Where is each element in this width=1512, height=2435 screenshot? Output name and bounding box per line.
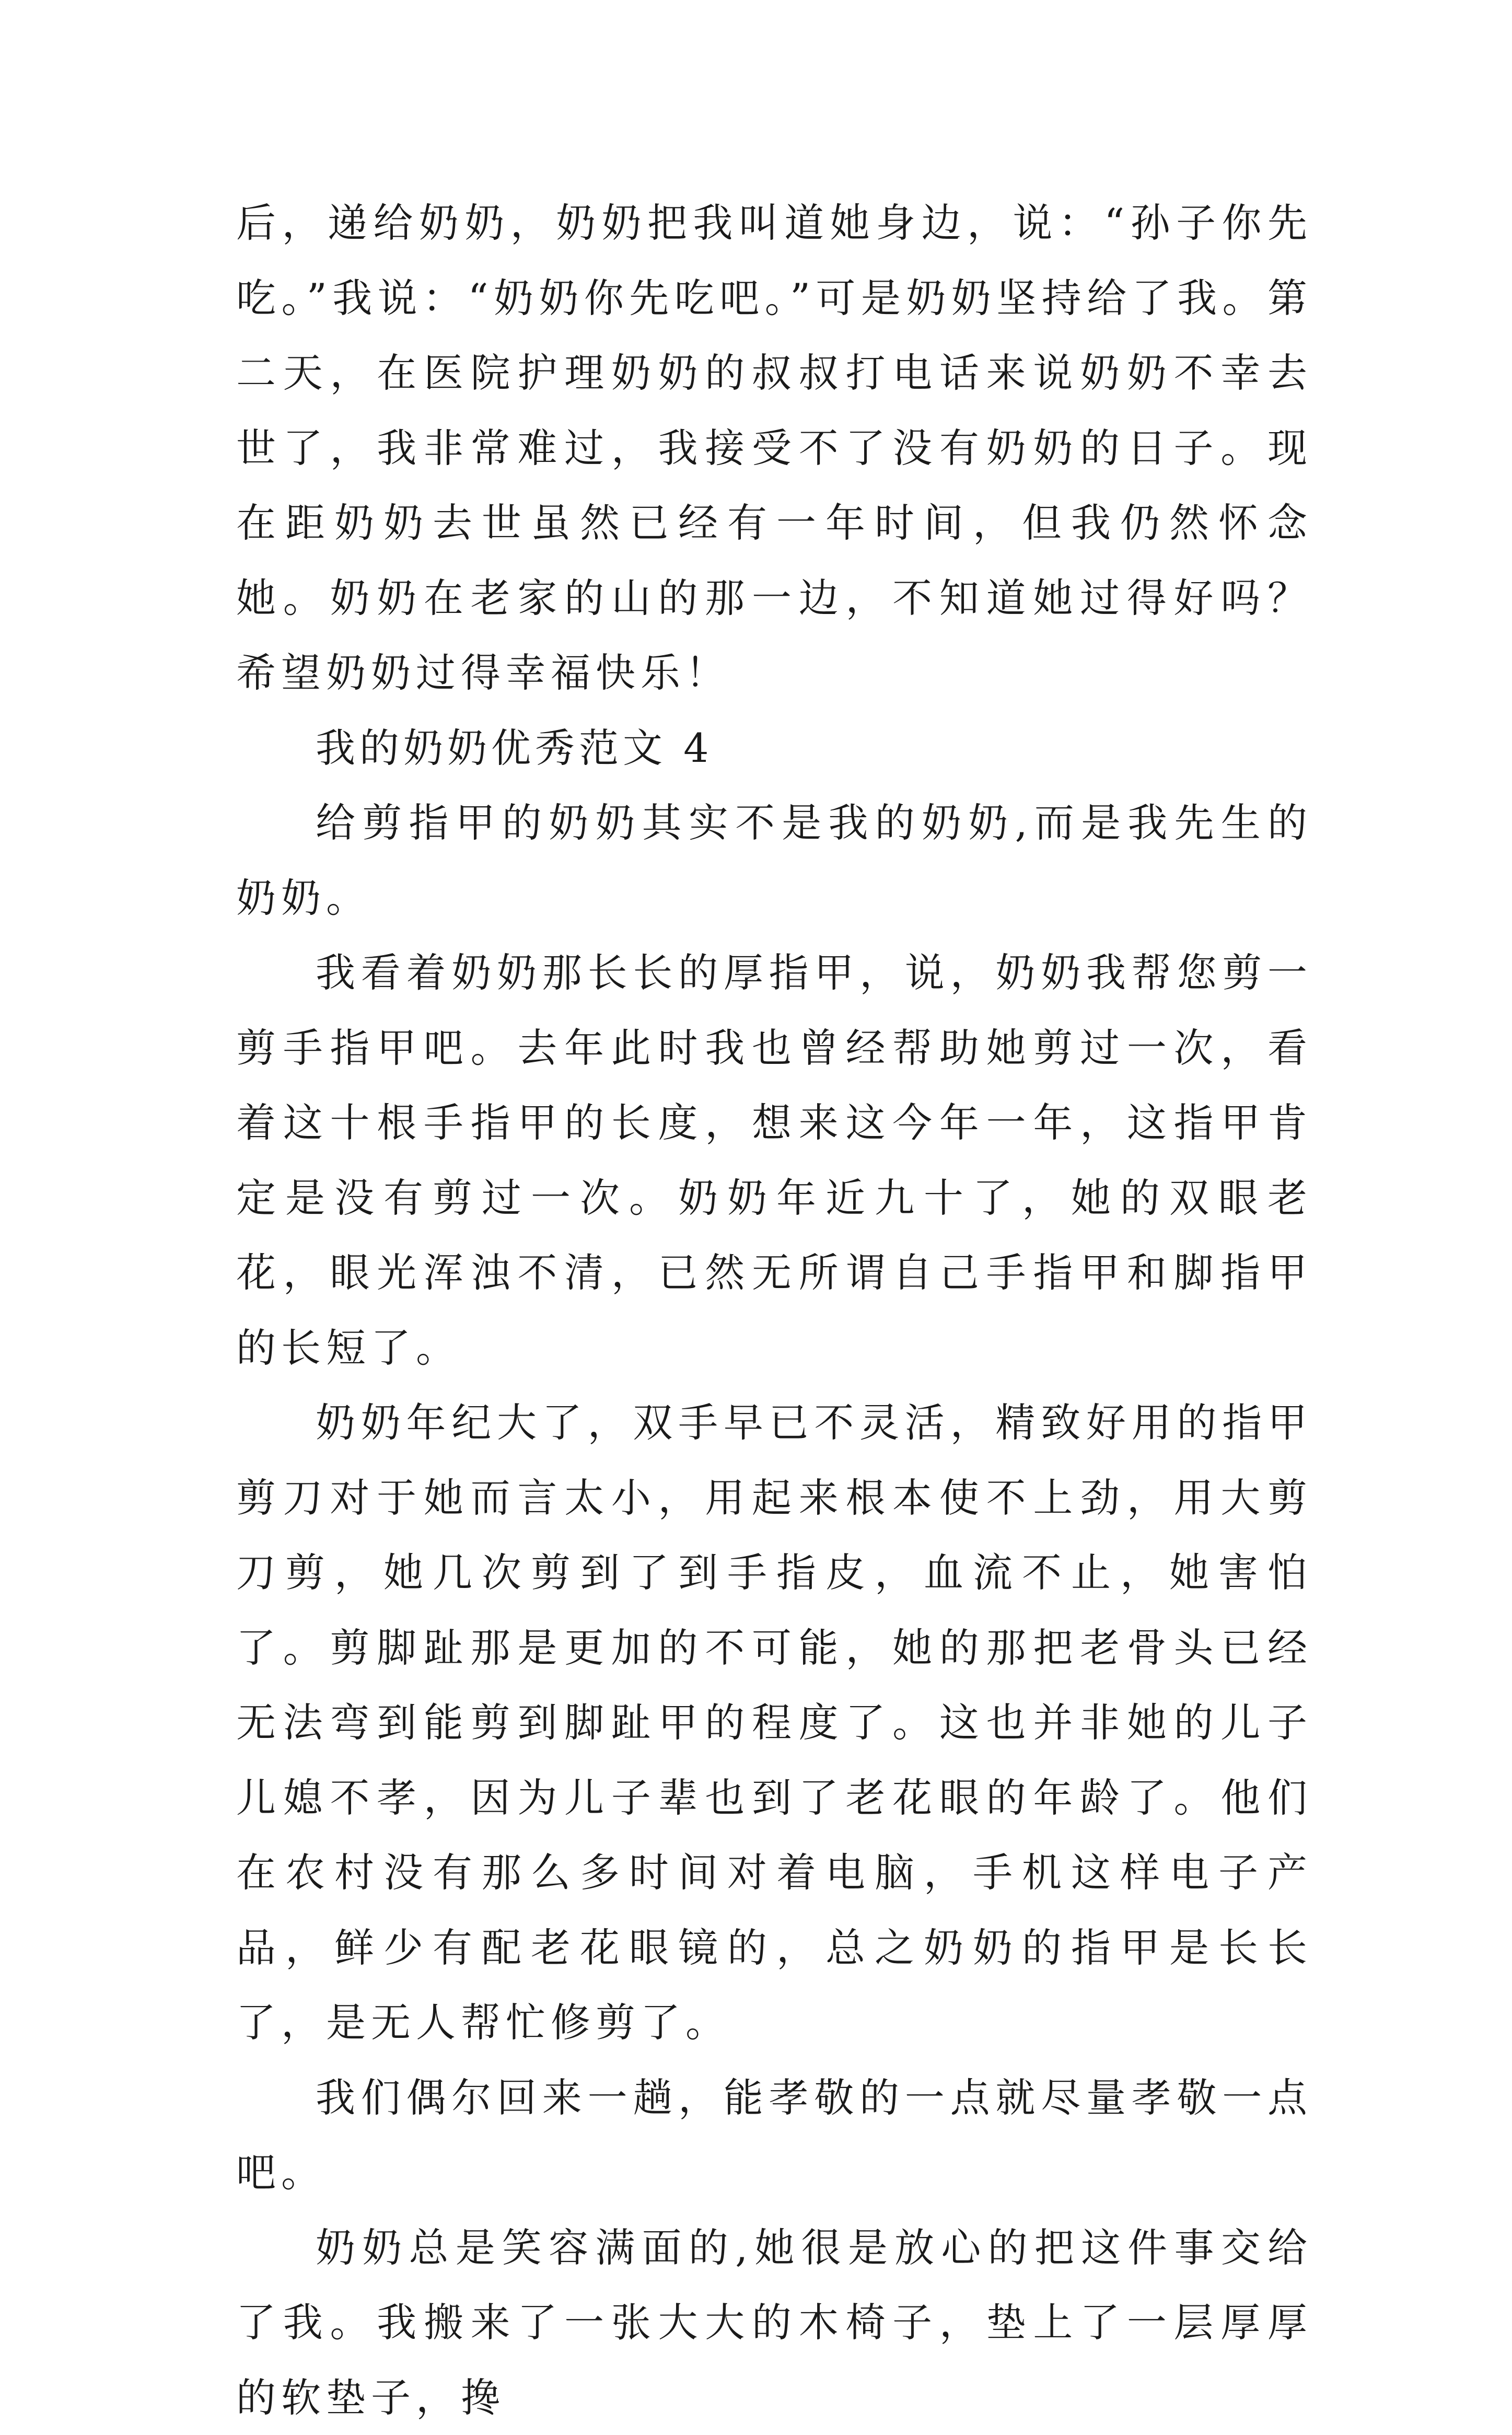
paragraph: 奶奶年纪大了，双手早已不灵活，精致好用的指甲剪刀对于她而言太小，用起来根本使不上劲，用大剪刀剪，她几次剪到了到手指皮，血流不止，她害怕了。剪脚趾那是更加的不可能，她的那把老骨头已经无法弯到能剪到脚趾甲的程度了。这也并非她的儿子儿媳不孝，因为儿子辈也到了老花眼的年龄了。他们在农村没有那么多时间对着电脑，手机这样电子产品，鲜少有配老花眼镜的，总之奶奶的指甲是长长了，是无人帮忙修剪了。 xyxy=(236,1385,1312,2060)
section-heading: 我的奶奶优秀范文 4 xyxy=(236,711,1312,786)
paragraph: 给剪指甲的奶奶其实不是我的奶奶,而是我先生的奶奶。 xyxy=(236,785,1312,935)
paragraph-continued: 后，递给奶奶，奶奶把我叫道她身边，说：“孙子你先吃。”我说：“奶奶你先吃吧。”可是奶奶坚持给了我。第二天，在医院护理奶奶的叔叔打电话来说奶奶不幸去世了，我非常难过，我接受不了没有奶奶的日子。现在距奶奶去世虽然已经有一年时间，但我仍然怀念她。奶奶在老家的山的那一边，不知道她过得好吗？希望奶奶过得幸福快乐！ xyxy=(236,185,1312,711)
document-body xyxy=(236,185,1312,2435)
paragraph: 奶奶总是笑容满面的,她很是放心的把这件事交给了我。我搬来了一张大大的木椅子，垫上了一层厚厚的软垫子，搀 xyxy=(236,2210,1312,2435)
paragraph: 我们偶尔回来一趟，能孝敬的一点就尽量孝敬一点吧。 xyxy=(236,2060,1312,2210)
paragraph: 我看着奶奶那长长的厚指甲，说，奶奶我帮您剪一剪手指甲吧。去年此时我也曾经帮助她剪过一次，看着这十根手指甲的长度，想来这今年一年，这指甲肯定是没有剪过一次。奶奶年近九十了，她的双眼老花，眼光浑浊不清，已然无所谓自己手指甲和脚指甲的长短了。 xyxy=(236,935,1312,1385)
